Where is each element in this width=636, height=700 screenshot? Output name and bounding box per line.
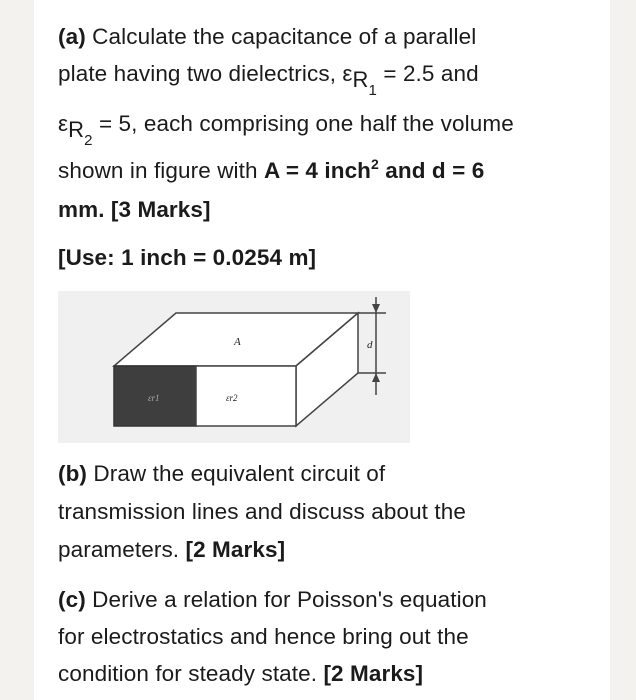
part-c-marks: [2 Marks] — [323, 661, 424, 686]
epsilon-symbol: ε — [342, 61, 353, 86]
part-a-line-5 — [58, 197, 211, 223]
part-c-line-1 — [58, 587, 487, 613]
part-b-line-3 — [58, 537, 285, 563]
part-b-text-1: Draw the equivalent circuit of — [87, 461, 386, 486]
part-a-text-4: shown in figure with — [58, 158, 264, 183]
part-c-label: (c) — [58, 587, 86, 612]
arrow-up-icon — [372, 373, 380, 382]
part-a-label: (a) — [58, 24, 86, 49]
parallel-plate-diagram — [58, 291, 410, 443]
part-b-line-2 — [58, 499, 466, 525]
use-note — [58, 245, 316, 271]
part-c-text-2: for electrostatics and hence bring out the — [58, 624, 469, 649]
part-a-marks: [3 Marks] — [110, 197, 211, 222]
part-b-text-3: parameters. — [58, 537, 186, 562]
subscript-1: 1 — [368, 82, 377, 99]
part-b-marks: [2 Marks] — [185, 537, 286, 562]
part-b-line-1 — [58, 461, 385, 487]
label-a: A — [234, 336, 241, 348]
part-a-line-4 — [58, 158, 484, 184]
label-d: d — [367, 339, 373, 351]
part-a-line-1 — [58, 24, 476, 50]
distance-unit: mm. — [58, 197, 111, 222]
part-b-label: (b) — [58, 461, 88, 486]
dielectric-2-block — [196, 366, 296, 426]
area-value: A = 4 inch — [263, 158, 372, 183]
part-a-text-1: Calculate the capacitance of a parallel — [85, 24, 477, 49]
distance-value: and d = 6 — [378, 158, 485, 183]
superscript-2: 2 — [371, 156, 379, 172]
epsilon-symbol-2: ε — [58, 111, 69, 136]
part-a-line-3 — [58, 111, 514, 149]
arrow-down-icon — [372, 304, 380, 313]
part-a-line-2 — [58, 61, 479, 99]
epsilon-r2-value: = 5, each comprising one half the volume — [92, 111, 514, 136]
part-b-text-2: transmission lines and discuss about the — [58, 499, 466, 524]
part-c-text-3: condition for steady state. — [58, 661, 324, 686]
part-a-text-2: plate having two dielectrics, — [58, 61, 343, 86]
capacitor-figure — [58, 291, 410, 443]
label-er2: εr2 — [226, 393, 238, 403]
subscript-r: R — [352, 67, 369, 92]
subscript-2: 2 — [84, 132, 93, 149]
label-er1: εr1 — [148, 393, 160, 403]
conversion-note: [Use: 1 inch = 0.0254 m] — [58, 245, 317, 270]
part-c-text-1: Derive a relation for Poisson's equation — [85, 587, 487, 612]
epsilon-r1-value: = 2.5 and — [377, 61, 479, 86]
part-c-line-3 — [58, 661, 423, 687]
subscript-r-2: R — [68, 117, 85, 142]
part-c-line-2 — [58, 624, 469, 650]
